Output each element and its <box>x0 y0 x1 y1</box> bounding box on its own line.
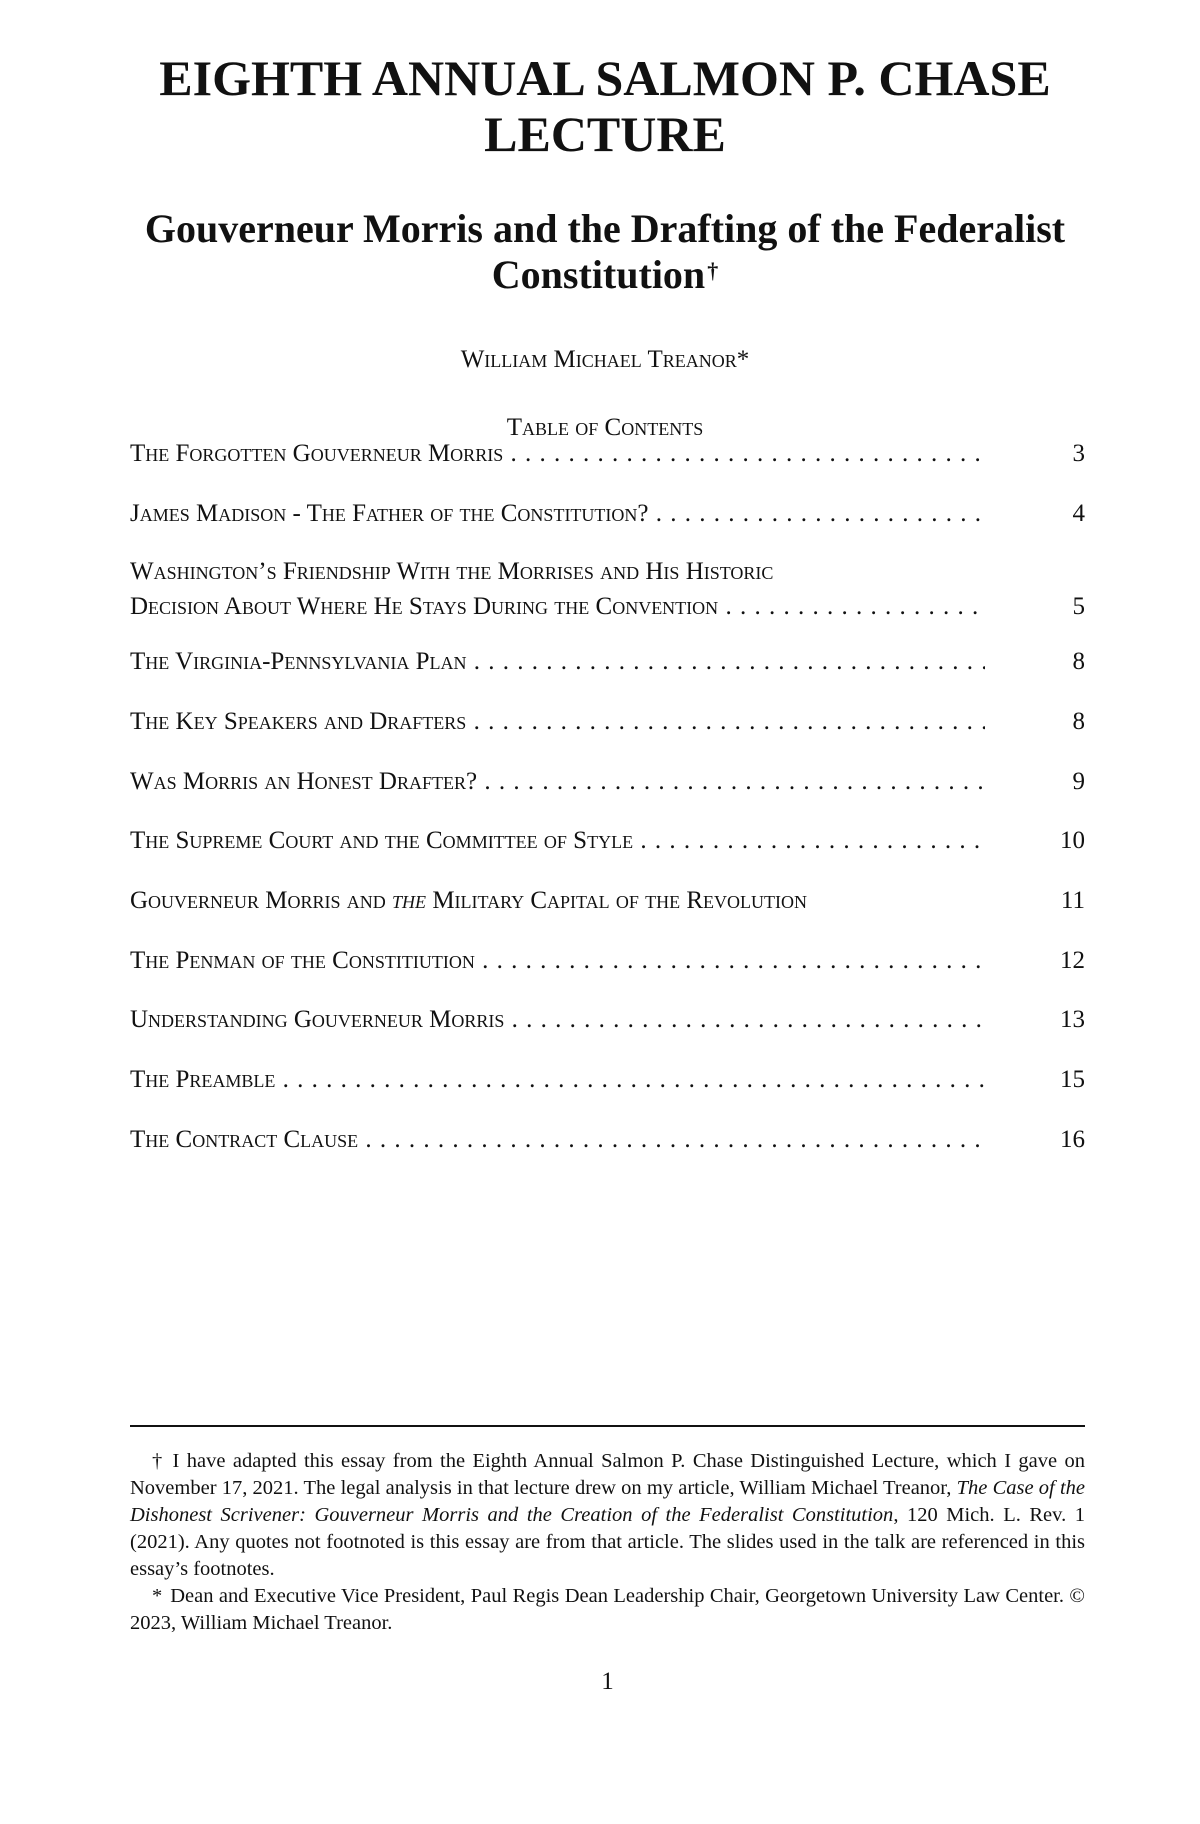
dagger-footnote-marker[interactable]: † <box>707 258 719 283</box>
toc-page-number: 8 <box>1072 708 1085 735</box>
author-name: William Michael Treanor* <box>460 346 750 373</box>
toc-entry-label: The Supreme Court and the Committee of Style . . . <box>130 823 985 858</box>
footnote-dagger: † I have adapted this essay from the Eighth Annual Salmon P. Chase Distinguished Lecture, which I gave on November 17, 2021. The legal analysis in that lecture drew on my article, William Michael Treanor, The Case of the Dishonest Scrivener: Gouverneur Morris and the Creation of the Federalist Constitution, 120 Mich. L. Rev. 1 (2021). Any quotes not footnoted is this essay are from that article. The slides used in the talk are referenced in this essay’s footnotes. <box>130 1450 1086 1580</box>
toc-page-number: 15 <box>1060 1066 1085 1093</box>
toc-entry-label: Washington’s Friendship With the Morrises and His Historic Decision About Where He Stays During the Convention . . . <box>130 554 985 624</box>
toc-page-number: 13 <box>1060 1006 1085 1033</box>
toc-entry-label: Gouverneur Morris and the Military Capital of the Revolution <box>130 887 807 914</box>
toc-entry-label: Understanding Gouverneur Morris . . . <box>130 1002 985 1037</box>
toc-page-number: 11 <box>1060 887 1085 914</box>
footnote-divider <box>130 1425 1085 1427</box>
toc-entry-label: The Contract Clause . . . <box>130 1122 985 1157</box>
toc-entry-label: The Virginia-Pennsylvania Plan . . . <box>130 644 985 679</box>
toc-page-number: 16 <box>1060 1126 1085 1153</box>
footnote-dagger-mark: † <box>152 1450 165 1472</box>
toc-entry-label: The Preamble . . . <box>130 1062 985 1097</box>
toc-page-number: 4 <box>1072 500 1085 527</box>
toc-page-number: 8 <box>1072 648 1085 675</box>
page-number: 1 <box>601 1668 614 1695</box>
toc-page-number: 10 <box>1060 827 1085 854</box>
footnote-star: * Dean and Executive Vice President, Paul Regis Dean Leadership Chair, Georgetown University Law Center. © 2023, William Michael Treanor. <box>130 1585 1085 1634</box>
cited-article-title: The Case of the Dishonest Scrivener: Gouverneur Morris and the Creation of the Federalist Constitution <box>130 1477 1085 1526</box>
toc-entry[interactable] <box>130 554 1085 624</box>
toc-entry-label: James Madison - The Father of the Constitution? . . . <box>130 496 985 531</box>
toc-entry-label: The Penman of the Constitiution . . . <box>130 943 985 978</box>
footnote-star-mark: * <box>152 1585 163 1607</box>
toc-entry-label: Was Morris an Honest Drafter? . . . <box>130 764 985 799</box>
toc-page-number: 12 <box>1060 947 1085 974</box>
footnotes <box>130 1448 1085 1637</box>
toc-page-number: 3 <box>1072 440 1085 467</box>
toc-heading: Table of Contents <box>506 414 704 441</box>
toc-entry-label: The Forgotten Gouverneur Morris . . . <box>130 436 985 471</box>
toc-entry-label: The Key Speakers and Drafters . . . <box>130 704 985 739</box>
toc-page-number: 5 <box>1072 593 1085 620</box>
article-title <box>130 206 1080 298</box>
article-title-text: Gouverneur Morris and the Drafting of the Federalist Constitution <box>144 206 1066 297</box>
lecture-title: EIGHTH ANNUAL SALMON P. CHASE LECTURE <box>159 50 1051 162</box>
toc-page-number: 9 <box>1072 768 1085 795</box>
